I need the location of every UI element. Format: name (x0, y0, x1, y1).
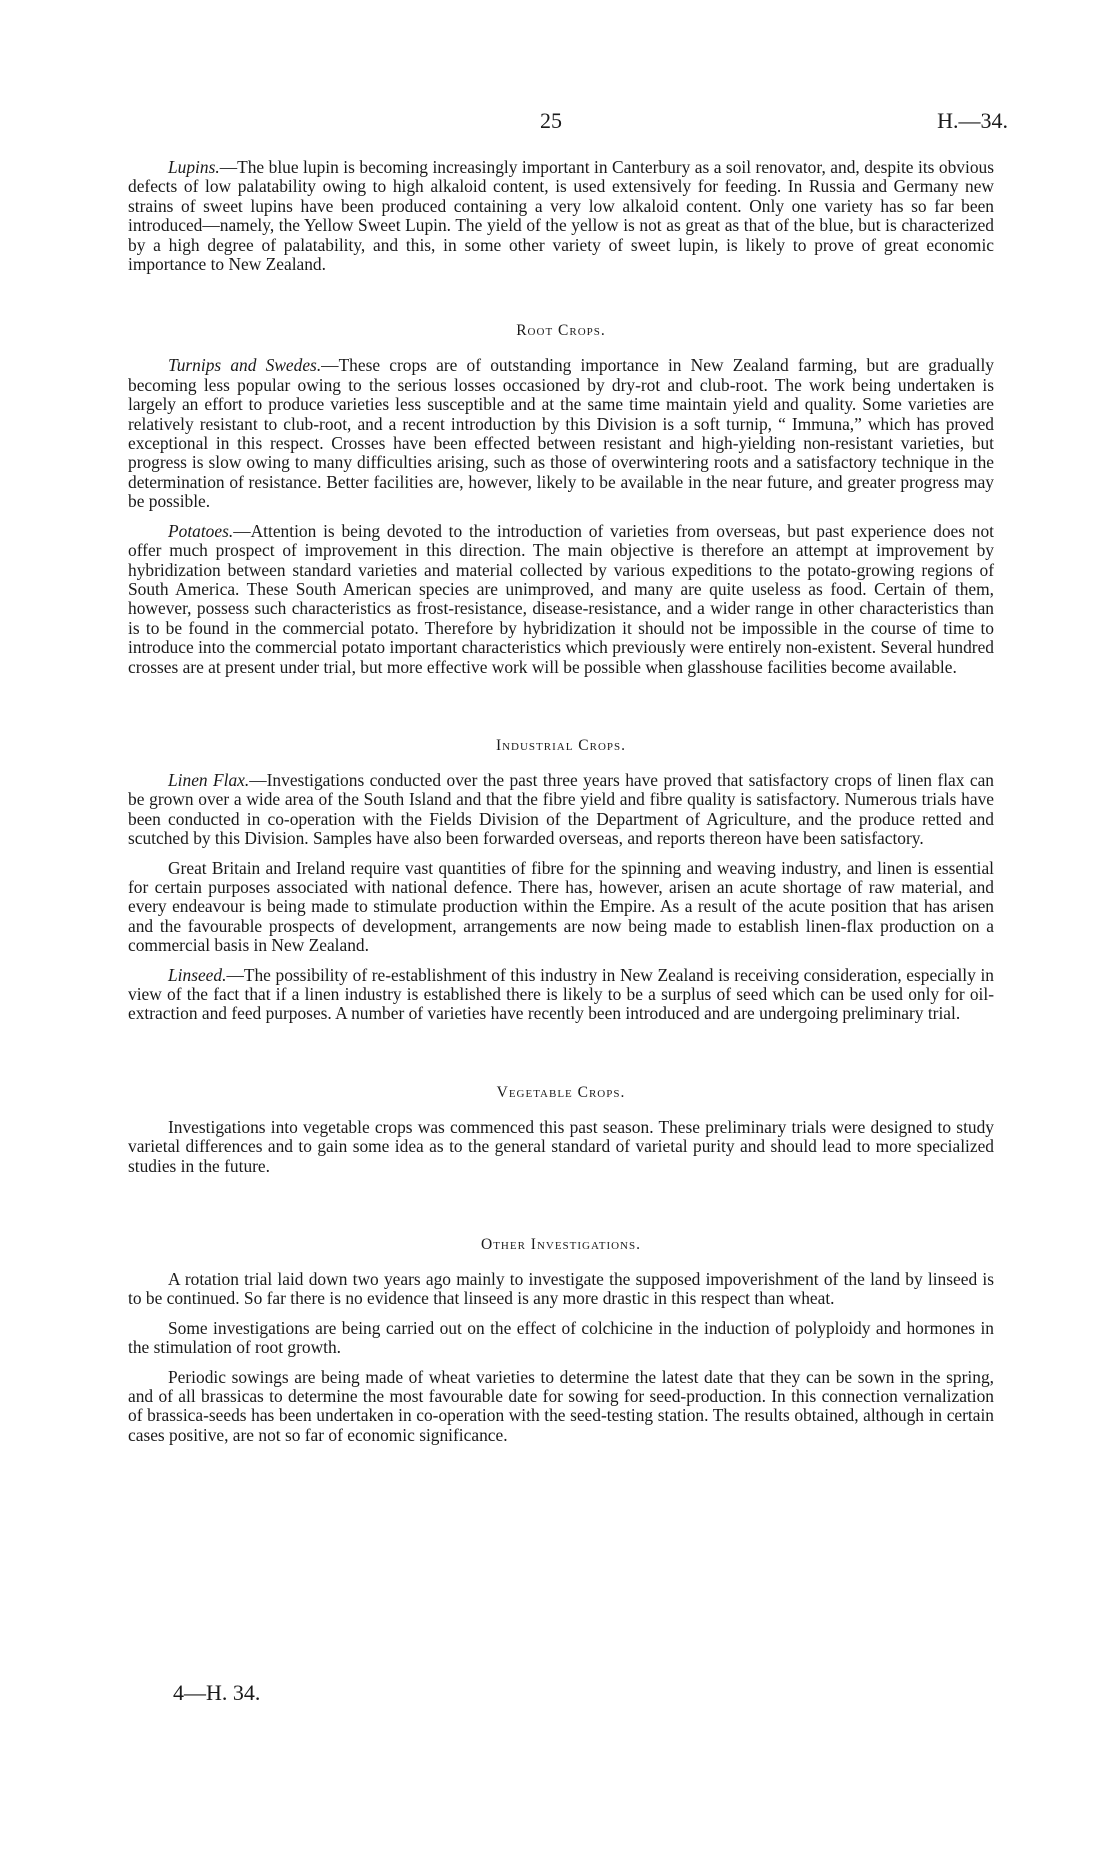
paragraph-periodic-sowings: Periodic sowings are being made of wheat varieties to determine the latest date that they can be sown in the spring, and of all brassicas to determine the most favourable date for sowing for seed-production. In this connection vernalization of brassica-seeds has been undertaken in co-operation with the seed-testing station. The results obtained, although in certain cases positive, are not so far of economic significance. (128, 1366, 994, 1445)
paragraph-rotation-trial: A rotation trial laid down two years ago mainly to investigate the supposed impoverishment of the land by linseed is to be continued. So far there is no evidence that linseed is any more drastic in this respect than wheat. (128, 1269, 994, 1309)
paragraph-vegetable-crops: Investigations into vegetable crops was commenced this past season. These preliminary trials were designed to study varietal differences and to gain some idea as to the general standard of varietal purity and should lead to more specialized studies in the future. (128, 1116, 994, 1176)
lead-linseed: Linseed. (168, 964, 227, 985)
heading-root-crops: Root Crops. (516, 322, 606, 340)
text-lupins: —The blue lupin is becoming increasingly important in Canterbury as a soil renovator, and, despite its obvious defects of low palatability owing to high alkaloid content, is used extensively for feeding. In Russia and Germany new strains of sweet lupins have been produced containing a very low alkaloid content. Only one variety has so far been introduced—namely, the Yellow Sweet Lupin. The yield of the yellow is not as great as that of the blue, but is characterized by a high degree of palatability, and this, in some other variety of sweet lupin, is likely to prove of great economic importance to New Zealand. (128, 157, 994, 275)
lead-potatoes: Potatoes. (168, 520, 234, 541)
paragraph-great-britain: Great Britain and Ireland require vast quantities of fibre for the spinning and weaving industry, and linen is essential for certain purposes associated with national defence. There has, however, arisen an acute shortage of raw material, and every endeavour is being made to stimulate production within the Empire. As a result of the acute position that has arisen and the favourable prospects of development, arrangements are now being made to establish linen-flax production on a commercial basis in New Zealand. (128, 857, 994, 956)
heading-industrial-crops: Industrial Crops. (495, 736, 627, 754)
paragraph-potatoes (128, 522, 994, 677)
heading-vegetable-crops: Vegetable Crops. (496, 1083, 626, 1101)
lead-lupins: Lupins. (168, 157, 220, 177)
text-linen-flax: —Investigations conducted over the past three years have proved that satisfactory crops of linen flax can be grown over a wide area of the South Island and that the fibre yield and fibre quality is satisfactory. Numerous trials have been conducted in co-operation with the Fields Division of the Department of Agriculture, and the produce retted and scutched by this Division. Samples have also been forwarded overseas, and reports thereon have been satisfactory. (128, 769, 994, 849)
text-turnips-swedes: —These crops are of outstanding importance in New Zealand farming, but are gradually becoming less popular owing to the serious losses occasioned by dry-rot and club-root. The work being undertaken is largely an effort to produce varieties less susceptible and at the same time maintain yield and quality. Some varieties are relatively resistant to club-root, and a recent introduction by this Division is a soft turnip, “ Immuna,” which has proved exceptional in this respect. Crosses have been effected between resistant and high-yielding non-resistant varieties, but progress is slow owing to many difficulties arising, such as those of overwintering roots and a satisfactory technique in the determination of resistance. Better facilities are, however, likely to be available in the near future, and greater progress may be possible. (128, 355, 994, 512)
paragraph-linseed (128, 966, 994, 1024)
paragraph-lupins (128, 158, 994, 274)
paragraph-linen-flax (128, 771, 994, 849)
lead-linen-flax: Linen Flax. (168, 769, 250, 790)
document-reference: H.—34. (937, 108, 1008, 133)
footer-signature: 4—H. 34. (173, 1680, 261, 1705)
paragraph-colchicine: Some investigations are being carried out on the effect of colchicine in the induction of polyploidy and hormones in the stimulation of root growth. (128, 1317, 994, 1358)
heading-other-investigations: Other Investigations. (481, 1236, 641, 1254)
text-potatoes: —Attention is being devoted to the introduction of varieties from overseas, but past experience does not offer much prospect of improvement in this direction. The main objective is therefore an attempt at improvement by hybridization between standard varieties and material collected by various expeditions to the potato-growing regions of South America. These South American species are unimproved, and many are quite useless as food. Certain of them, however, possess such characteristics as frost-resistance, disease-resistance, and a wider range in other characteristics than is to be found in the commercial potato. Therefore by hybridization it should not be impossible in the course of time to introduce into the commercial potato important characteristics which previously were entirely non-existent. Several hundred crosses are at present under trial, but more effective work will be possible when glasshouse facilities become available. (128, 520, 994, 677)
lead-turnips-swedes: Turnips and Swedes. (168, 355, 322, 376)
paragraph-turnips-swedes (128, 356, 994, 511)
text-linseed: —The possibility of re-establishment of this industry in New Zealand is receiving consideration, especially in view of the fact that if a linen industry is established there is likely to be a surplus of seed which can be used only for oil-extraction and feed purposes. A number of varieties have recently been introduced and are undergoing preliminary trial. (128, 964, 994, 1024)
body-text (128, 158, 994, 1455)
page-number: 25 (540, 108, 562, 133)
